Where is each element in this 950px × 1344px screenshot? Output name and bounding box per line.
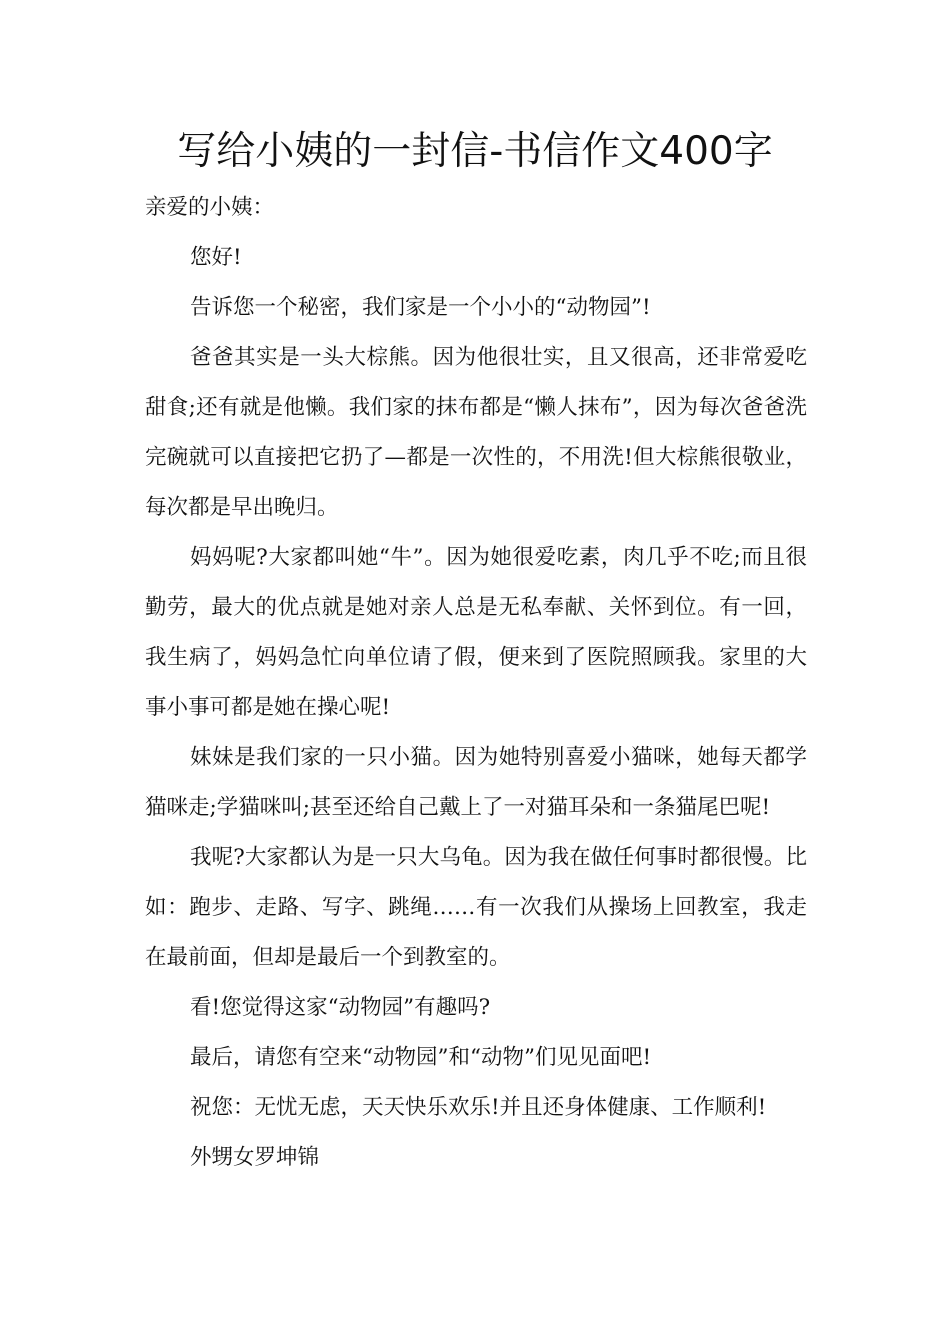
paragraph: 您好! [190, 245, 242, 270]
paragraph: 最后，请您有空来“动物园”和“动物”们见见面吧! [190, 1045, 652, 1070]
paragraph: 看!您觉得这家“动物园”有趣吗? [190, 995, 491, 1020]
salutation: 亲爱的小姨： [145, 195, 275, 220]
paragraph: 我呢?大家都认为是一只大乌龟。因为我在做任何事时都很慢。比如：跑步、走路、写字、跳绳……有一次我们从操场上回教室，我走在最前面，但却是最后一个到教室的。 [145, 845, 807, 970]
document-title: 写给小姨的一封信-书信作文400字 [177, 129, 773, 174]
closing-wish: 祝您：无忧无虑，天天快乐欢乐!并且还身体健康、工作顺利! [190, 1095, 767, 1120]
letter-body [145, 183, 807, 1183]
paragraph: 爸爸其实是一头大棕熊。因为他很壮实，且又很高，还非常爱吃甜食;还有就是他懒。我们家的抹布都是“懒人抹布”，因为每次爸爸洗完碗就可以直接把它扔了—都是一次性的，不用洗!但大棕熊很敬业，每次都是早出晚归。 [145, 345, 807, 520]
paragraph: 告诉您一个秘密，我们家是一个小小的“动物园”! [190, 295, 651, 320]
paragraph: 妹妹是我们家的一只小猫。因为她特别喜爱小猫咪，她每天都学猫咪走;学猫咪叫;甚至还给自己戴上了一对猫耳朵和一条猫尾巴呢! [145, 745, 807, 820]
signature: 外甥女罗坤锦 [190, 1145, 320, 1170]
paragraph: 妈妈呢?大家都叫她“牛”。因为她很爱吃素，肉几乎不吃;而且很勤劳，最大的优点就是她对亲人总是无私奉献、关怀到位。有一回，我生病了，妈妈急忙向单位请了假，便来到了医院照顾我。家里的大事小事可都是她在操心呢! [145, 545, 807, 720]
